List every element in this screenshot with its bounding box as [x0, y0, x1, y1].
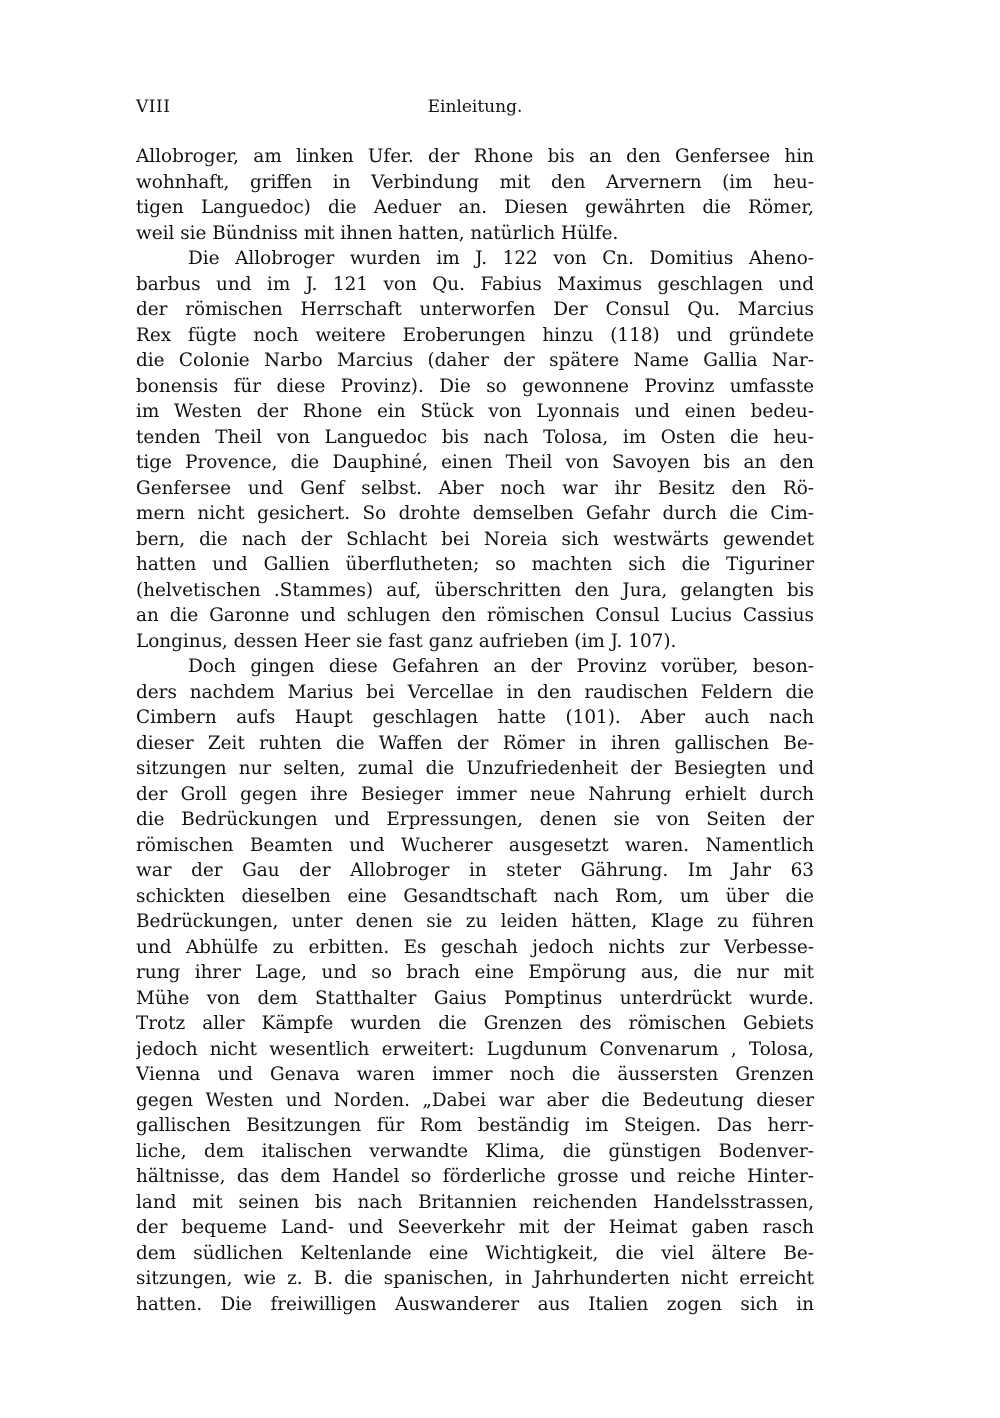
running-title: Einleitung. [427, 97, 523, 117]
text-line: gegen Westen und Norden. „Dabei war aber die Bedeutung dieser [136, 1089, 814, 1111]
text-line: an die Garonne und schlugen den römischen Consul Lucius Cassius [136, 605, 814, 626]
text-line: tigen Languedoc) die Aeduer an. Diesen gewährten die Römer, [136, 197, 814, 218]
text-line: jedoch nicht wesentlich erweitert: Lugdunum Convenarum , Tolosa, [136, 1038, 814, 1060]
text-line: Rex fügte noch weitere Eroberungen hinzu (118) und gründete [136, 324, 814, 346]
text-line: gallischen Besitzungen für Rom beständig im Steigen. Das herr- [136, 1115, 814, 1136]
text-line: bonensis für diese Provinz). Die so gewonnene Provinz umfasste [136, 375, 814, 397]
text-line: rung ihrer Lage, und so brach eine Empörung aus, die nur mit [136, 962, 814, 983]
text-line: wohnhaft, griffen in Verbindung mit den Arvernern (im heu- [136, 171, 814, 193]
text-line: weil sie Bündniss mit ihnen hatten, natürlich Hülfe. [136, 222, 619, 244]
page-number: VIII [136, 97, 171, 117]
text-line: bern, die nach der Schlacht bei Noreia sich westwärts gewendet [136, 528, 814, 550]
text-line: der bequeme Land- und Seeverkehr mit der Heimat gaben rasch [136, 1217, 814, 1238]
text-line: der römischen Herrschaft unterworfen Der Consul Qu. Marcius [136, 299, 814, 320]
book-page [136, 94, 814, 1317]
text-line: die Colonie Narbo Marcius (daher der spätere Name Gallia Nar- [136, 350, 814, 371]
text-line: Trotz aller Kämpfe wurden die Grenzen des römischen Gebiets [136, 1013, 814, 1034]
text-line: im Westen der Rhone ein Stück von Lyonnais und einen bedeu- [136, 401, 814, 422]
text-line: schickten dieselben eine Gesandtschaft nach Rom, um über die [136, 885, 814, 907]
text-line: ders nachdem Marius bei Vercellae in den raudischen Feldern die [136, 681, 814, 703]
text-line: liche, dem italischen verwandte Klima, die günstigen Bodenver- [136, 1140, 814, 1162]
text-line: Die Allobroger wurden im J. 122 von Cn. Domitius Aheno- [188, 248, 814, 269]
text-line: Mühe von dem Statthalter Gaius Pomptinus unterdrückt wurde. [136, 987, 814, 1009]
text-line: der Groll gegen ihre Besieger immer neue Nahrung erhielt durch [136, 783, 814, 805]
text-line: Vienna und Genava waren immer noch die äussersten Grenzen [136, 1064, 814, 1085]
text-line: sitzungen nur selten, zumal die Unzufriedenheit der Besiegten und [136, 758, 814, 779]
text-line: mern nicht gesichert. So drohte demselben Gefahr durch die Cim- [136, 503, 814, 524]
text-line: die Bedrückungen und Erpressungen, denen sie von Seiten der [136, 809, 814, 830]
text-line: sitzungen, wie z. B. die spanischen, in Jahrhunderten nicht erreicht [136, 1268, 814, 1289]
running-header [136, 94, 814, 120]
text-line: Doch gingen diese Gefahren an der Provinz vorüber, beson- [188, 656, 814, 677]
text-line: dem südlichen Keltenlande eine Wichtigkeit, die viel ältere Be- [136, 1242, 814, 1264]
text-line: tige Provence, die Dauphiné, einen Theil von Savoyen bis an den [136, 452, 814, 473]
text-line: und Abhülfe zu erbitten. Es geschah jedoch nichts zur Verbesse- [136, 936, 814, 958]
text-line: Allobroger, am linken Ufer. der Rhone bis an den Genfersee hin [136, 146, 814, 167]
text-line: römischen Beamten und Wucherer ausgesetzt waren. Namentlich [136, 834, 814, 856]
text-line: war der Gau der Allobroger in steter Gährung. Im Jahr 63 [136, 860, 814, 881]
text-line: land mit seinen bis nach Britannien reichenden Handelsstrassen, [136, 1191, 814, 1213]
paragraph [136, 246, 814, 654]
body-text [136, 144, 814, 1317]
text-line: tenden Theil von Languedoc bis nach Tolosa, im Osten die heu- [136, 426, 814, 448]
text-line: dieser Zeit ruhten die Waffen der Römer in ihren gallischen Be- [136, 732, 814, 754]
text-line: hatten. Die freiwilligen Auswanderer aus Italien zogen sich in [136, 1293, 814, 1315]
text-line: Genfersee und Genf selbst. Aber noch war ihr Besitz den Rö- [136, 477, 814, 499]
text-line: hältnisse, das dem Handel so förderliche grosse und reiche Hinter- [136, 1166, 814, 1187]
text-line: Cimbern aufs Haupt geschlagen hatte (101). Aber auch nach [136, 707, 814, 728]
text-line: hatten und Gallien überflutheten; so machten sich die Tiguriner [136, 554, 814, 575]
paragraph [136, 654, 814, 1317]
text-line: Bedrückungen, unter denen sie zu leiden hätten, Klage zu führen [136, 911, 814, 932]
paragraph [136, 144, 814, 246]
text-line: Longinus, dessen Heer sie fast ganz aufrieben (im J. 107). [136, 630, 677, 652]
text-line: barbus und im J. 121 von Qu. Fabius Maximus geschlagen und [136, 273, 814, 295]
text-line: (helvetischen .Stammes) auf, überschritten den Jura, gelangten bis [136, 579, 814, 601]
